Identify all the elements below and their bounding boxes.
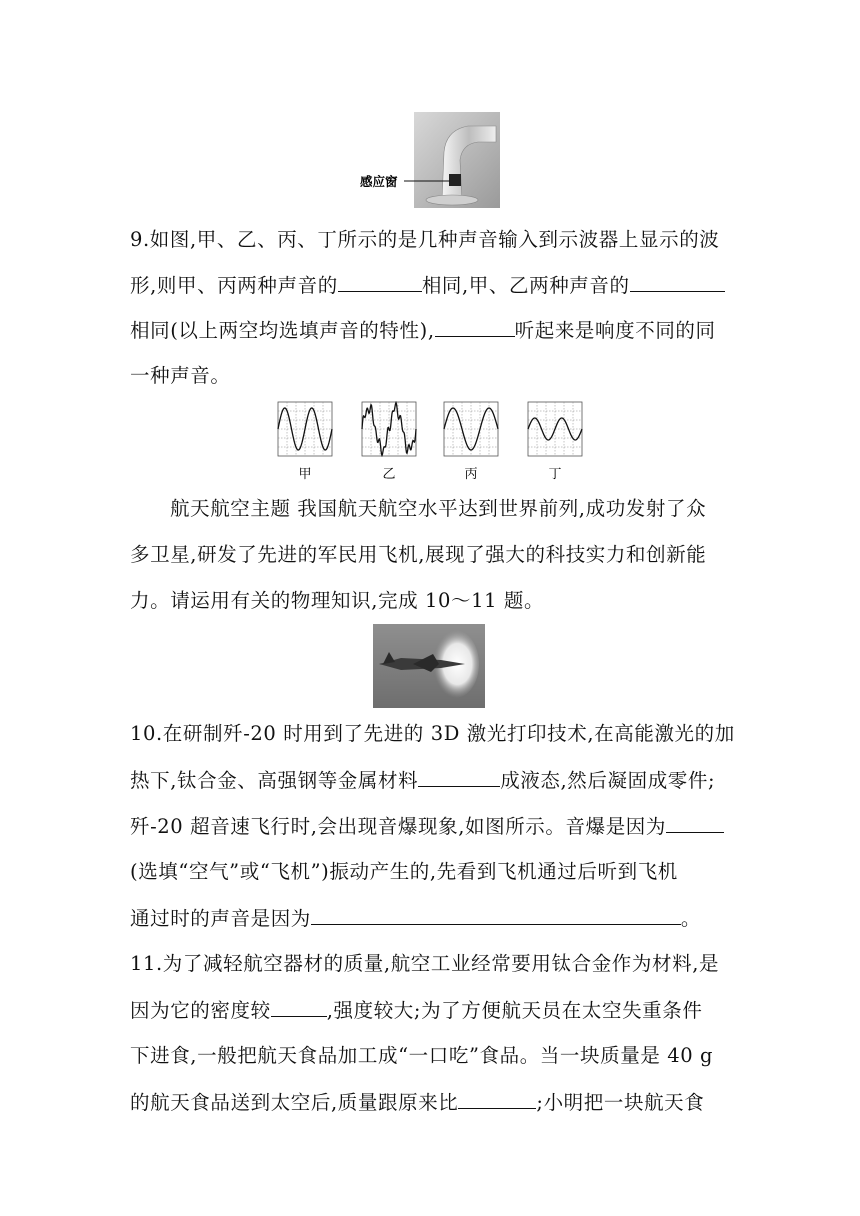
sensor-window-label: 感应窗 <box>360 175 398 189</box>
faucet-figure <box>360 112 502 208</box>
q10-line-2 <box>130 766 730 795</box>
intro-line-1: 航天航空主题 我国航天航空水平达到世界前列,成功发射了众 <box>170 497 707 520</box>
q10-blank-1[interactable] <box>418 766 500 787</box>
intro-line-2: 多卫星,研发了先进的军民用飞机,展现了强大的科技实力和创新能 <box>130 543 707 566</box>
q9-blank-3[interactable] <box>435 316 515 337</box>
q10-blank-2[interactable] <box>666 812 724 833</box>
q9-line-3b: 听起来是响度不同的同 <box>514 319 716 342</box>
oscilloscope-waveforms-figure <box>270 398 590 486</box>
q11-line-2a: 因为它的密度较 <box>130 999 271 1022</box>
q10-line-5b: 。 <box>680 907 702 930</box>
q11-line-4a: 的航天食品送到太空后,质量跟原来比 <box>130 1091 459 1114</box>
q10-line-5a: 通过时的声音是因为 <box>130 907 311 930</box>
waveform-panel-ding <box>528 402 582 456</box>
waveform-panel-jia <box>278 402 332 456</box>
q11-blank-1[interactable] <box>271 996 327 1017</box>
q9-line-2a: 形,则甲、丙两种声音的 <box>130 274 338 297</box>
q9-line-3a: 相同(以上两空均选填声音的特性), <box>130 319 435 342</box>
intro-line-3: 力。请运用有关的物理知识,完成 10～11 题。 <box>130 589 545 612</box>
waveform-label-bing: 丙 <box>464 467 478 482</box>
jet-sonic-boom-photo <box>373 624 485 708</box>
q9-line-3 <box>130 316 730 345</box>
q10-line-3a: 歼-20 超音速飞行时,会出现音爆现象,如图所示。音爆是因为 <box>130 815 666 838</box>
q9-line-1: 9.如图,甲、乙、丙、丁所示的是几种声音输入到示波器上显示的波 <box>130 228 720 251</box>
q9-line-4: 一种声音。 <box>130 364 231 387</box>
q10-blank-3[interactable] <box>311 904 681 925</box>
sensor-window <box>449 174 461 186</box>
q10-line-3 <box>130 812 730 841</box>
q9-line-2 <box>130 271 730 300</box>
q11-line-4 <box>130 1088 730 1117</box>
q11-line-2 <box>130 996 730 1025</box>
waveform-label-yi: 乙 <box>382 467 396 482</box>
q11-line-1: 11.为了减轻航空器材的质量,航空工业经常要用钛合金作为材料,是 <box>130 952 720 975</box>
waveform-label-ding: 丁 <box>548 467 562 482</box>
q9-blank-2[interactable] <box>630 271 725 292</box>
waveform-panel-yi <box>362 402 416 456</box>
waveform-label-jia: 甲 <box>298 467 312 482</box>
faucet-base <box>426 195 478 205</box>
q10-line-2a: 热下,钛合金、高强钢等金属材料 <box>130 769 419 792</box>
q9-blank-1[interactable] <box>338 271 422 292</box>
q10-line-4: (选填“空气”或“飞机”)振动产生的,先看到飞机通过后听到飞机 <box>130 860 678 883</box>
q9-line-2b: 相同,甲、乙两种声音的 <box>421 274 630 297</box>
q10-line-1: 10.在研制歼-20 时用到了先进的 3D 激光打印技术,在高能激光的加 <box>130 722 735 745</box>
q10-line-5 <box>130 904 730 933</box>
q10-line-2b: 成液态,然后凝固成零件; <box>500 769 716 792</box>
q11-blank-2[interactable] <box>458 1088 536 1109</box>
q11-line-4b: ;小明把一块航天食 <box>536 1091 705 1114</box>
waveform-panel-bing <box>444 402 498 456</box>
q11-line-3: 下进食,一般把航天食品加工成“一口吃”食品。当一块质量是 40 g <box>130 1044 714 1067</box>
q11-line-2b: ,强度较大;为了方便航天员在太空失重条件 <box>326 999 703 1022</box>
